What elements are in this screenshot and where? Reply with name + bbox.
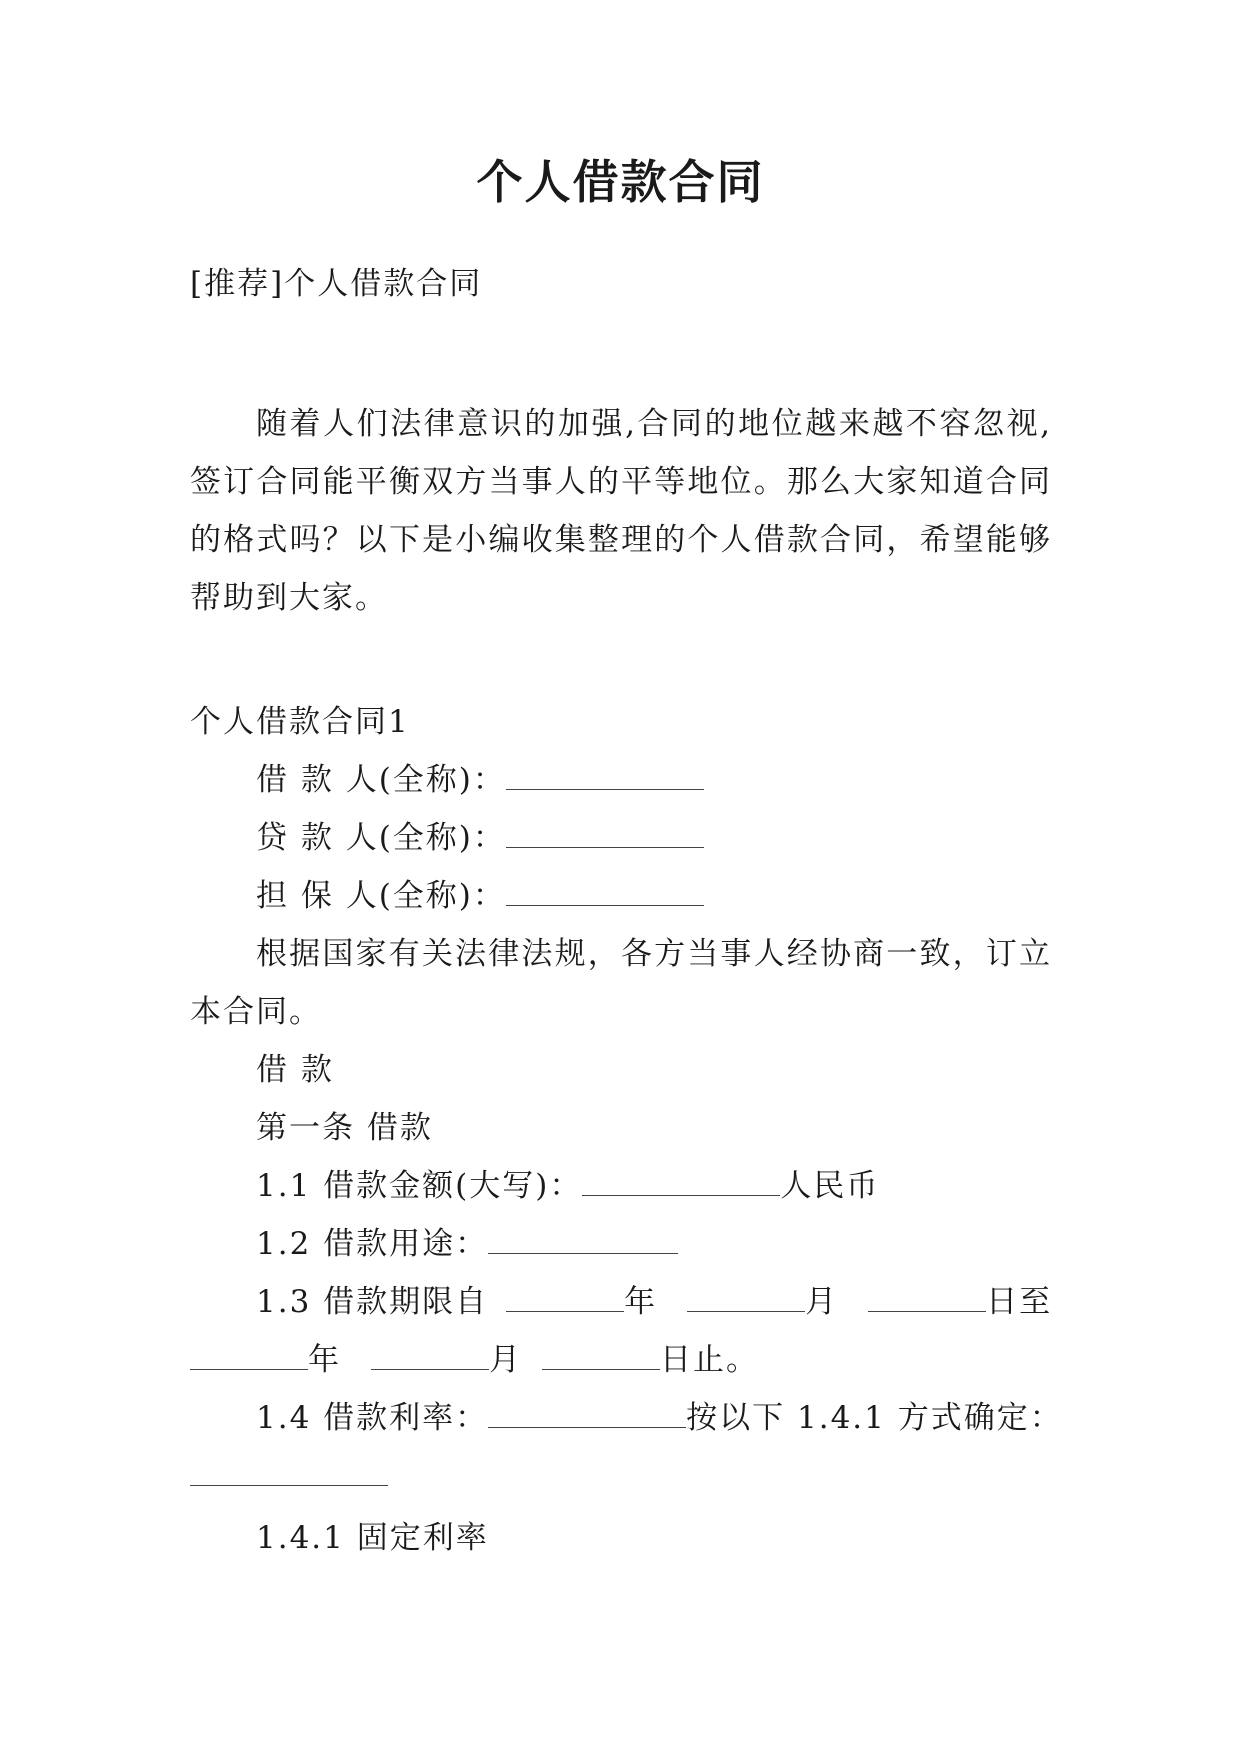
article-1-heading: 第一条 借款 (256, 1110, 433, 1146)
intro-line-4: 帮助到大家。 (190, 580, 388, 616)
lender-blank (506, 819, 704, 848)
clause-1-4-label: 1.4 借款利率： (256, 1400, 489, 1436)
lender-label: 贷 款 人(全称)： (256, 820, 506, 856)
end-year-blank (190, 1341, 308, 1370)
borrower-blank (506, 761, 704, 790)
rate-method-blank (190, 1457, 388, 1486)
end-day-blank (542, 1341, 660, 1370)
clause-1-1 (256, 1164, 879, 1208)
clause-1-3-label: 1.3 借款期限自 (256, 1284, 489, 1320)
start-year-blank (506, 1283, 624, 1312)
clause-1-4-continuation (190, 1454, 388, 1498)
guarantor-label: 担 保 人(全称)： (256, 878, 506, 914)
contract-heading: 个人借款合同1 (190, 704, 410, 740)
start-month-label: 月 (805, 1284, 839, 1320)
end-month-blank (371, 1341, 489, 1370)
loan-amount-blank (582, 1167, 780, 1196)
clause-1-4-1: 1.4.1 固定利率 (256, 1520, 489, 1556)
clause-1-1-label: 1.1 借款金额(大写)： (256, 1168, 583, 1204)
guarantor-blank (506, 877, 704, 906)
section-loan: 借 款 (256, 1052, 334, 1088)
end-month-label: 月 (489, 1342, 522, 1378)
basis-line-2: 本合同。 (190, 994, 322, 1030)
intro-line-1: 随着人们法律意识的加强,合同的地位越来越不容忽视, (256, 406, 1052, 442)
borrower-label: 借 款 人(全称)： (256, 762, 506, 798)
intro-line-3: 的格式吗？以下是小编收集整理的个人借款合同，希望能够 (190, 522, 1052, 558)
clause-1-3-line-2 (190, 1338, 759, 1382)
day-to-label: 日至 (986, 1284, 1053, 1320)
day-end-label: 日止。 (660, 1342, 759, 1378)
clause-1-4-suffix: 按以下 1.4.1 方式确定： (686, 1400, 1063, 1436)
guarantor-row (256, 874, 704, 918)
loan-purpose-blank (488, 1225, 678, 1254)
end-year-label: 年 (308, 1342, 341, 1378)
borrower-row (256, 758, 704, 802)
clause-1-1-suffix: 人民币 (780, 1168, 880, 1204)
interest-rate-blank (488, 1399, 686, 1428)
intro-line-2: 签订合同能平衡双方当事人的平等地位。那么大家知道合同 (190, 464, 1052, 500)
start-month-blank (687, 1283, 805, 1312)
clause-1-3-line-1 (256, 1280, 1052, 1324)
start-day-blank (868, 1283, 986, 1312)
clause-1-2 (256, 1222, 678, 1266)
document-title: 个人借款合同 (476, 155, 765, 209)
basis-line-1: 根据国家有关法律法规，各方当事人经协商一致，订立 (256, 936, 1052, 972)
document-subtitle: [推荐]个人借款合同 (190, 266, 483, 302)
clause-1-4 (256, 1396, 1063, 1440)
start-year-label: 年 (624, 1284, 658, 1320)
clause-1-2-label: 1.2 借款用途： (256, 1226, 489, 1262)
lender-row (256, 816, 704, 860)
